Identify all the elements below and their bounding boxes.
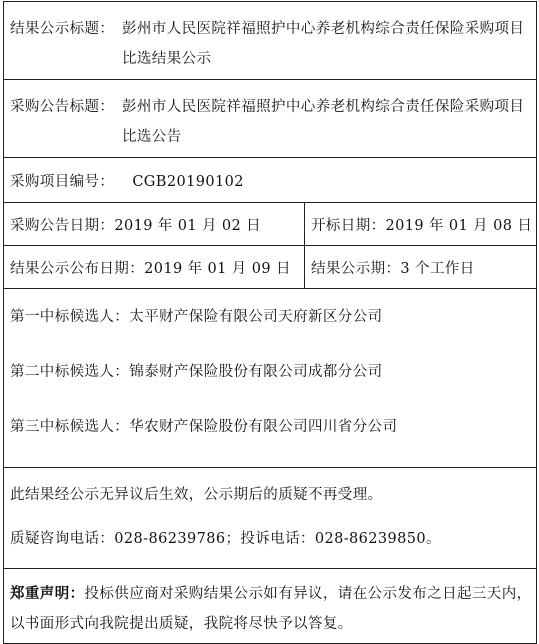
announcement-date-label: 采购公告日期： [10,217,115,234]
statement-row [4,569,537,644]
result-notice-table [3,1,537,644]
notes-row [4,468,537,569]
candidates-row [4,289,537,468]
candidate-value: 华农财产保险股份有限公司四川省分公司 [129,419,398,435]
statement-label: 郑重声明： [10,585,85,602]
publish-date-value: 2019 年 01 月 09 日 [144,260,291,277]
candidate-first [10,302,536,357]
candidate-value: 太平财产保险有限公司天府新区分公司 [129,309,383,325]
publish-date-cell [4,246,305,289]
statement-cell [4,569,537,644]
notes-cell [4,468,537,569]
candidate-label: 第二中标候选人： [10,364,130,380]
announcement-date-value: 2019 年 01 月 02 日 [114,217,262,234]
procurement-title-label: 采购公告标题： [10,99,115,115]
publicity-period-label: 结果公示期： [311,260,401,277]
dates-row [4,203,537,246]
candidate-value: 锦泰财产保险股份有限公司成都分公司 [129,364,383,380]
candidate-third [10,412,536,467]
statement-text: 投标供应商对采购结果公示如有异议，请在公示发布之日起三天内，以书面形式向我院提出质疑，我院将尽快予以答复。 [10,586,532,632]
announcement-date-cell [4,203,305,246]
contact-note: 质疑咨询电话：028-86239786；投诉电话：028-86239850。 [10,531,441,547]
candidates-cell [4,289,537,468]
candidate-label: 第三中标候选人： [10,419,130,435]
procurement-title-value: 彭州市人民医院祥福照护中心养老机构综合责任保险采购项目比选公告 [122,99,525,145]
project-number-value: CGB20190102 [132,173,244,190]
result-title-row [4,2,537,80]
project-number-cell [4,158,537,203]
publish-date-label: 结果公示公布日期： [10,260,145,277]
result-title-label: 结果公示标题： [10,21,115,37]
candidate-second [10,357,536,412]
opening-date-value: 2019 年 01 月 08 日 [385,217,533,234]
publicity-period-cell [305,246,537,289]
procurement-title-cell [4,80,537,158]
publicity-row [4,246,537,289]
opening-date-label: 开标日期： [311,217,386,234]
project-number-row [4,158,537,203]
result-title-cell [4,2,537,80]
procurement-title-row [4,80,537,158]
opening-date-cell [305,203,537,246]
project-number-label: 采购项目编号： [10,173,115,190]
result-title-value: 彭州市人民医院祥福照护中心养老机构综合责任保险采购项目比选结果公示 [122,21,525,67]
publicity-period-value: 3 个工作日 [400,260,475,277]
effect-note: 此结果经公示无异议后生效，公示期后的质疑不再受理。 [10,487,383,503]
candidate-label: 第一中标候选人： [10,309,130,325]
